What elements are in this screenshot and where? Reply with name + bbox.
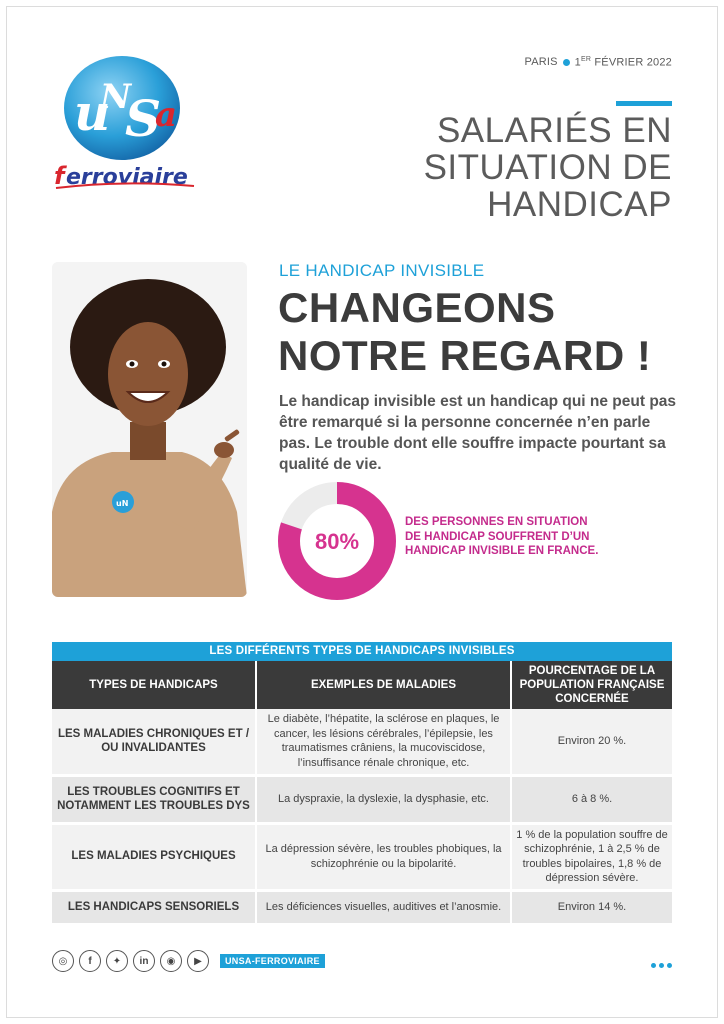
svg-text:f: f xyxy=(54,162,65,190)
cell-percent: 1 % de la population souffre de schizophrénie, 1 à 2,5 % de troubles bipolaires, 1,8 % de dépression sévère. xyxy=(511,823,672,890)
title-accent-bar xyxy=(616,101,672,106)
statistic-donut xyxy=(277,481,397,601)
svg-text:N: N xyxy=(100,77,132,117)
cell-type: LES MALADIES PSYCHIQUES xyxy=(52,823,256,890)
cell-type: LES MALADIES CHRONIQUES ET / OU INVALIDANTES xyxy=(52,709,256,775)
table-row xyxy=(52,775,672,823)
dateline xyxy=(524,56,672,69)
more-dots-icon[interactable] xyxy=(651,963,672,968)
donut-value: 80% xyxy=(314,529,360,554)
column-header-types: TYPES DE HANDICAPS xyxy=(52,661,256,709)
cell-percent: Environ 14 %. xyxy=(511,890,672,924)
twitter-icon[interactable]: ✦ xyxy=(106,950,128,972)
article-kicker: LE HANDICAP INVISIBLE xyxy=(279,261,485,280)
column-header-examples: EXEMPLES DE MALADIES xyxy=(256,661,511,709)
svg-text:u: u xyxy=(74,83,111,142)
svg-text:a: a xyxy=(155,95,178,135)
cell-examples: Les déficiences visuelles, auditives et l’anosmie. xyxy=(256,890,511,924)
table-row xyxy=(52,823,672,890)
dateline-date: 1ER FÉVRIER 2022 xyxy=(574,56,672,69)
cell-percent: 6 à 8 %. xyxy=(511,775,672,823)
instagram-icon[interactable]: ◉ xyxy=(160,950,182,972)
page-title: SALARIÉS EN SITUATION DE HANDICAP xyxy=(423,111,672,224)
cell-percent: Environ 20 %. xyxy=(511,709,672,775)
unsa-ferroviaire-logo[interactable] xyxy=(52,50,197,195)
cell-examples: La dépression sévère, les troubles phobiques, la schizophrénie ou la bipolarité. xyxy=(256,823,511,890)
cell-type: LES TROUBLES COGNITIFS ET NOTAMMENT LES TROUBLES DYS xyxy=(52,775,256,823)
facebook-icon[interactable]: f xyxy=(79,950,101,972)
linkedin-icon[interactable]: in xyxy=(133,950,155,972)
svg-text:uN: uN xyxy=(116,499,129,508)
statistic-text: DES PERSONNES EN SITUATION DE HANDICAP SOUFFRENT D’UN HANDICAP INVISIBLE EN FRANCE. xyxy=(405,516,599,557)
svg-text:S: S xyxy=(125,89,162,148)
article-lead: Le handicap invisible est un handicap qui ne peut pas être remarqué si la personne concernée n’en parle pas. Le trouble dont elle souffre impacte pourtant sa qualité de vie. xyxy=(279,393,677,473)
logo-brand-text: erroviaire xyxy=(66,165,188,190)
cell-type: LES HANDICAPS SENSORIELS xyxy=(52,890,256,924)
footer-tag[interactable]: UNSA-FERROVIAIRE xyxy=(220,954,325,968)
social-links xyxy=(52,950,325,972)
cell-examples: Le diabète, l’hépatite, la sclérose en plaques, le cancer, les lésions cérébrales, l’épilepsie, les traumatismes crâniens, la mucoviscidose, l’insuffisance rénale chronique, etc. xyxy=(256,709,511,775)
cell-examples: La dyspraxie, la dyslexie, la dysphasie, etc. xyxy=(256,775,511,823)
article-headline: CHANGEONS NOTRE REGARD ! xyxy=(278,284,652,379)
dateline-city: PARIS xyxy=(524,56,558,69)
column-header-percent: POURCENTAGE DE LA POPULATION FRANÇAISE CONCERNÉE xyxy=(511,661,672,709)
dribbble-icon[interactable]: ◎ xyxy=(52,950,74,972)
bullet-dot-icon xyxy=(563,59,570,66)
table-row xyxy=(52,709,672,775)
table-row xyxy=(52,890,672,924)
handicap-types-table xyxy=(52,642,672,926)
table-title: LES DIFFÉRENTS TYPES DE HANDICAPS INVISIBLES xyxy=(52,642,672,661)
youtube-icon[interactable]: ▶ xyxy=(187,950,209,972)
woman-pointing-photo xyxy=(52,262,247,597)
